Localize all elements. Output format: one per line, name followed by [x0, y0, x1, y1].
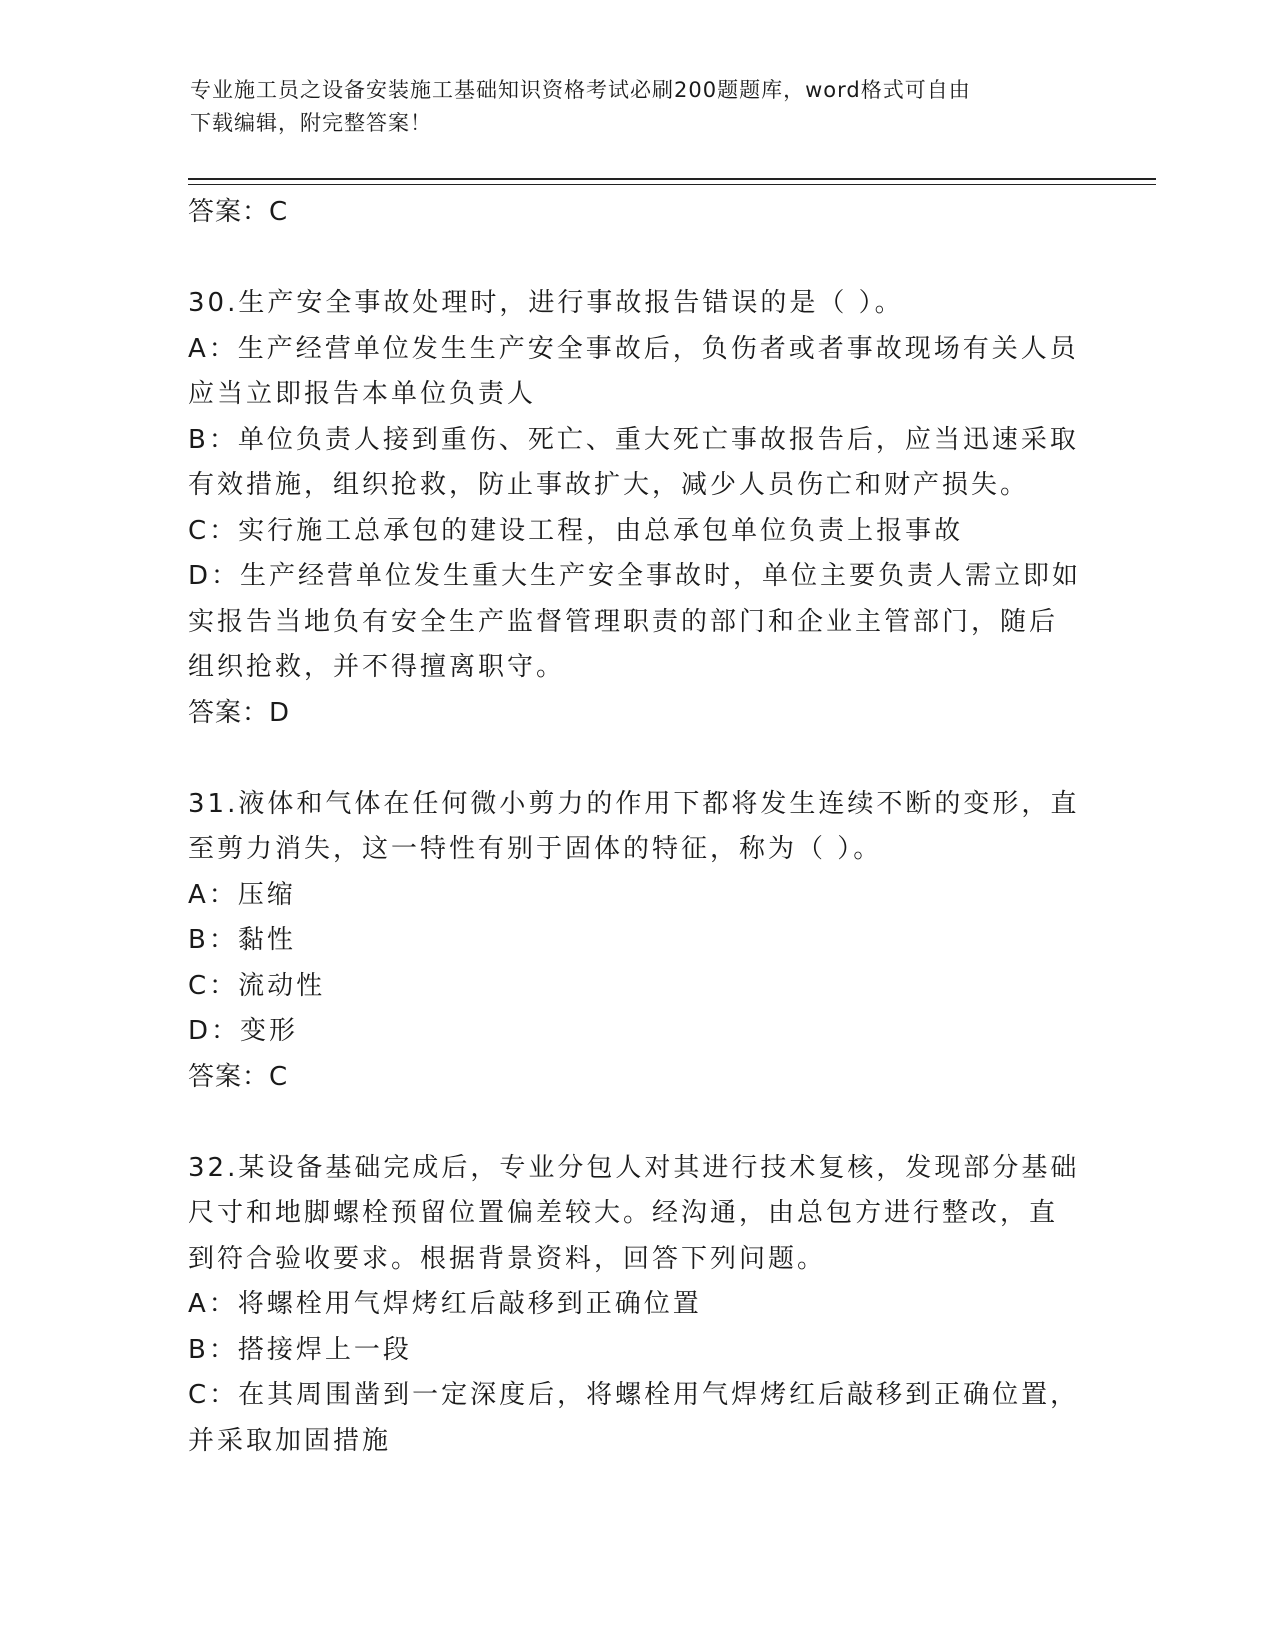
- question-30-option-d-cont: 实报告当地负有安全生产监督管理职责的部门和企业主管部门，随后: [188, 606, 1059, 637]
- answer-previous: 答案：C: [188, 197, 289, 227]
- question-31-option-d: D：变形: [188, 1016, 299, 1046]
- header-line-2: 下载编辑，附完整答案！: [190, 111, 432, 135]
- header-divider: [188, 178, 1156, 185]
- question-32: [188, 1146, 1088, 1465]
- question-30-option-b-cont: 有效措施，组织抢救，防止事故扩大，减少人员伤亡和财产损失。: [188, 470, 1030, 500]
- question-30-answer: 答案：D: [188, 697, 291, 728]
- header-line-1: 专业施工员之设备安装施工基础知识资格考试必刷200题题库，word格式可自由: [190, 78, 971, 102]
- question-31: [188, 782, 1088, 1101]
- question-31-answer: 答案：C: [188, 1061, 289, 1092]
- question-32-option-c-cont: 并采取加固措施: [188, 1425, 392, 1456]
- question-30-option-a-cont: 应当立即报告本单位负责人: [188, 379, 537, 409]
- question-30-option-b: B：单位负责人接到重伤、死亡、重大死亡事故报告后，应当迅速采取: [188, 424, 1079, 455]
- question-31-option-c: C：流动性: [188, 970, 326, 1001]
- spacer: [188, 736, 1088, 782]
- question-31-stem: 31.液体和气体在任何微小剪力的作用下都将发生连续不断的变形，直: [188, 788, 1080, 819]
- question-30-option-d-cont: 组织抢救，并不得擅离职守。: [188, 652, 566, 682]
- question-30-option-d: D：生产经营单位发生重大生产安全事故时，单位主要负责人需立即如: [188, 561, 1082, 591]
- question-32-stem-cont: 到符合验收要求。根据背景资料，回答下列问题。: [188, 1243, 827, 1274]
- question-32-option-a: A：将螺栓用气焊烤红后敲移到正确位置: [188, 1289, 702, 1319]
- question-32-option-b: B：搭接焊上一段: [188, 1334, 412, 1365]
- spacer: [188, 236, 1088, 282]
- question-30-stem: 30.生产安全事故处理时，进行事故报告错误的是（ ）。: [188, 288, 904, 318]
- question-31-option-a: A：压缩: [188, 879, 296, 910]
- question-32-stem-cont: 尺寸和地脚螺栓预留位置偏差较大。经沟通，由总包方进行整改，直: [188, 1198, 1059, 1228]
- question-32-stem: 32.某设备基础完成后，专业分包人对其进行技术复核，发现部分基础: [188, 1152, 1080, 1183]
- question-30-option-a: A：生产经营单位发生生产安全事故后，负伤者或者事故现场有关人员: [188, 333, 1079, 364]
- question-31-option-b: B：黏性: [188, 925, 296, 955]
- question-30-option-c: C：实行施工总承包的建设工程，由总承包单位负责上报事故: [188, 515, 964, 546]
- page-header: [190, 74, 1090, 140]
- spacer: [188, 1100, 1088, 1146]
- question-30: [188, 281, 1088, 736]
- question-content: [188, 190, 1088, 1464]
- question-32-option-c: C：在其周围凿到一定深度后，将螺栓用气焊烤红后敲移到正确位置，: [188, 1380, 1080, 1410]
- question-31-stem-cont: 至剪力消失，这一特性有别于固体的特征，称为（ ）。: [188, 834, 883, 864]
